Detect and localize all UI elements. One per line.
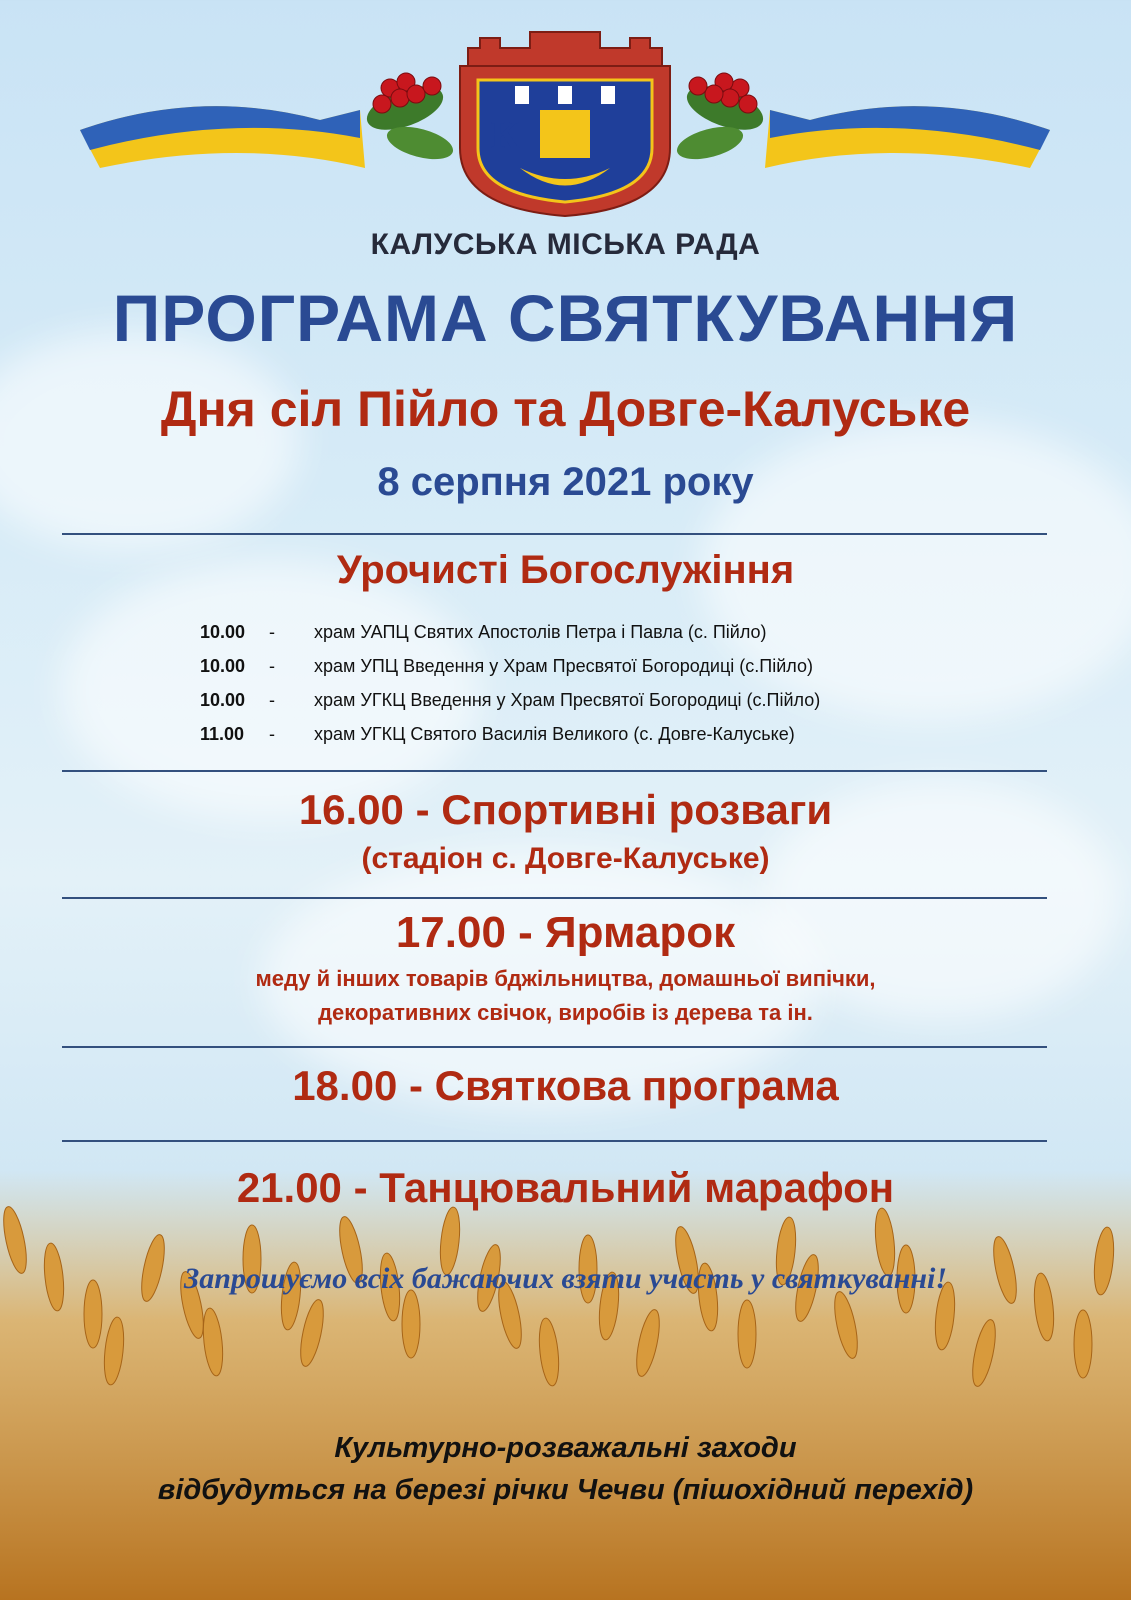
service-dash: - bbox=[269, 690, 276, 710]
invitation-text: Запрошуємо всіх бажаючих взяти участь у святкуванні! bbox=[183, 1262, 948, 1295]
service-item bbox=[200, 724, 795, 745]
wheat-ear bbox=[402, 1290, 420, 1358]
divider bbox=[62, 1140, 1047, 1142]
footer-line: відбудуться на березі річки Чечви (пішохідний перехід) bbox=[157, 1474, 974, 1506]
services-heading: Урочисті Богослужіння bbox=[336, 548, 795, 592]
wheat-field-image bbox=[0, 1170, 1131, 1600]
service-time: 10.00 bbox=[200, 656, 246, 676]
footer-line: Культурно-розважальні заходи bbox=[334, 1432, 797, 1464]
fair-description-line: меду й інших товарів бджільництва, домашньої випічки, bbox=[255, 966, 876, 991]
service-text: храм УПЦ Введення у Храм Пресвятої Богородиці (с.Пійло) bbox=[314, 656, 813, 676]
service-item bbox=[200, 622, 767, 643]
service-time: 10.00 bbox=[200, 690, 246, 710]
divider bbox=[62, 533, 1047, 535]
sport-event-title: 16.00 - Спортивні розваги bbox=[298, 786, 833, 833]
service-item bbox=[200, 656, 813, 677]
wheat-ear bbox=[738, 1300, 756, 1368]
emblem-letter: К bbox=[490, 112, 520, 157]
festive-program-title: 18.00 - Святкова програма bbox=[292, 1062, 839, 1109]
fair-event-title: 17.00 - Ярмарок bbox=[395, 908, 736, 957]
page-title: ПРОГРАМА СВЯТКУВАННЯ bbox=[112, 281, 1019, 355]
service-time: 10.00 bbox=[200, 622, 246, 642]
service-dash: - bbox=[269, 622, 276, 642]
service-text: храм УГКЦ Святого Василія Великого (с. Довге-Калуське) bbox=[314, 724, 795, 744]
service-text: храм УГКЦ Введення у Храм Пресвятої Богородиці (с.Пійло) bbox=[314, 690, 821, 710]
divider bbox=[62, 1046, 1047, 1048]
service-dash: - bbox=[269, 724, 276, 744]
council-name: КАЛУСЬКА МІСЬКА РАДА bbox=[370, 228, 761, 261]
event-date: 8 серпня 2021 року bbox=[377, 460, 754, 504]
dance-marathon-title: 21.00 - Танцювальний марафон bbox=[236, 1164, 895, 1211]
city-emblem bbox=[60, 18, 1070, 218]
divider bbox=[62, 897, 1047, 899]
page-subtitle: Дня сіл Пійло та Довге-Калуське bbox=[160, 381, 971, 437]
service-dash: - bbox=[269, 656, 276, 676]
divider bbox=[62, 770, 1047, 772]
service-text: храм УАПЦ Святих Апостолів Петра і Павла (с. Пійло) bbox=[314, 622, 767, 642]
wheat-ear bbox=[1074, 1310, 1092, 1378]
cloud bbox=[0, 330, 300, 550]
fair-description-line: декоративних свічок, виробів із дерева та ін. bbox=[318, 1000, 813, 1025]
service-time: 11.00 bbox=[200, 724, 245, 744]
sport-event-location: (стадіон с. Довге-Калуське) bbox=[361, 842, 770, 875]
service-item bbox=[200, 690, 820, 711]
